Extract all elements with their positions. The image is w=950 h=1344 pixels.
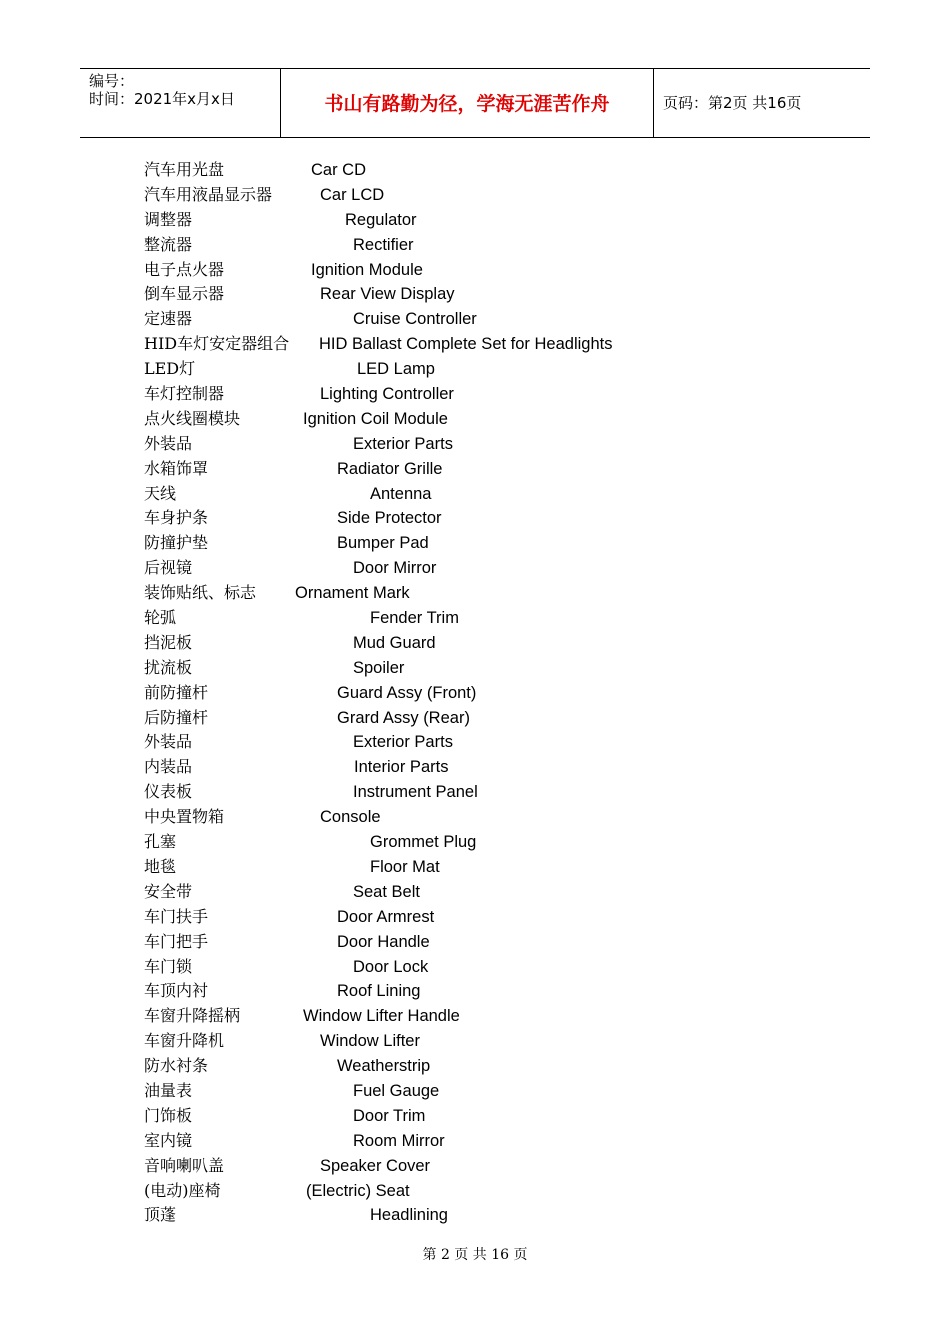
term-english: Floor Mat (370, 857, 440, 876)
list-item (0, 332, 950, 357)
term-chinese: 后防撞杆 (144, 707, 209, 727)
list-item (0, 307, 950, 332)
term-english: Grard Assy (Rear) (337, 708, 470, 727)
term-chinese: 汽车用光盘 (144, 160, 225, 179)
term-english: Guard Assy (Front) (337, 683, 477, 702)
term-english: Headlining (370, 1206, 448, 1225)
term-chinese: 车窗升降机 (144, 1031, 225, 1051)
term-chinese: LED灯 (144, 359, 196, 379)
list-item (0, 1154, 950, 1179)
list-item (0, 581, 950, 606)
list-item (0, 1179, 950, 1204)
list-item (0, 880, 950, 905)
term-english: Antenna (370, 484, 432, 503)
term-chinese: 电子点火器 (144, 259, 225, 279)
list-item (0, 979, 950, 1004)
term-english: Seat Belt (353, 882, 420, 901)
list-item (0, 1104, 950, 1129)
motto: 书山有路勤为径，学海无涯苦作舟 (324, 93, 610, 115)
term-chinese: 仪表板 (144, 782, 193, 802)
list-item (0, 1079, 950, 1104)
list-item (0, 183, 950, 208)
list-item (0, 930, 950, 955)
term-chinese: 点火线圈模块 (144, 408, 241, 428)
term-chinese: (电动)座椅 (144, 1180, 221, 1200)
term-chinese: 车门锁 (144, 956, 193, 976)
list-item (0, 805, 950, 830)
term-english: Cruise Controller (353, 310, 477, 329)
term-english: Ornament Mark (295, 584, 410, 603)
list-item (0, 1203, 950, 1228)
term-english: Car LCD (320, 185, 385, 204)
term-english: Window Lifter (320, 1032, 420, 1051)
term-chinese: 天线 (144, 483, 177, 503)
term-english: Rectifier (353, 235, 414, 254)
list-item (0, 830, 950, 855)
list-item (0, 706, 950, 731)
term-english: LED Lamp (357, 360, 435, 379)
term-english: Side Protector (337, 509, 442, 528)
term-chinese: 孔塞 (144, 832, 177, 852)
term-chinese: 挡泥板 (144, 632, 193, 652)
term-chinese: 防水衬条 (144, 1056, 209, 1076)
term-english: Door Armrest (337, 907, 435, 926)
term-english: Car CD (311, 161, 367, 179)
list-item (0, 407, 950, 432)
term-english: Room Mirror (353, 1131, 445, 1150)
term-english: Door Mirror (353, 559, 437, 578)
term-chinese: 定速器 (144, 309, 193, 329)
term-chinese: 防撞护垫 (144, 533, 209, 553)
term-english: Rear View Display (320, 285, 455, 304)
list-item (0, 780, 950, 805)
term-chinese: 音响喇叭盖 (144, 1155, 225, 1175)
list-item (0, 556, 950, 581)
list-item (0, 855, 950, 880)
term-chinese: 内装品 (144, 757, 193, 777)
term-english: Regulator (345, 210, 417, 229)
list-item (0, 208, 950, 233)
term-chinese: 调整器 (144, 209, 193, 229)
page-info: 页码：第2页 共16页 (663, 94, 802, 112)
term-english: Console (320, 808, 381, 827)
list-item (0, 531, 950, 556)
term-chinese: 地毯 (144, 856, 177, 876)
list-item (0, 1029, 950, 1054)
glossary-list (0, 158, 950, 1228)
term-english: Fuel Gauge (353, 1081, 440, 1100)
term-chinese: 倒车显示器 (144, 284, 225, 304)
list-item (0, 382, 950, 407)
header-table (80, 68, 870, 138)
term-english: Speaker Cover (320, 1156, 431, 1175)
term-chinese: 车灯控制器 (144, 384, 225, 404)
term-chinese: 外装品 (144, 433, 193, 453)
term-chinese: 扰流板 (144, 657, 193, 677)
term-chinese: 装饰贴纸、标志 (144, 583, 257, 603)
term-english: Fender Trim (370, 609, 459, 628)
list-item (0, 282, 950, 307)
list-item (0, 905, 950, 930)
term-chinese: 汽车用液晶显示器 (144, 184, 273, 204)
term-english: Weatherstrip (337, 1057, 431, 1076)
term-chinese: 车门扶手 (144, 906, 209, 926)
number-label: 编号： (89, 72, 135, 90)
term-chinese: 整流器 (144, 234, 193, 254)
list-item (0, 258, 950, 283)
term-chinese: 车窗升降摇柄 (144, 1006, 241, 1026)
term-chinese: 前防撞杆 (144, 682, 209, 702)
term-english: Interior Parts (354, 758, 449, 777)
term-chinese: 外装品 (144, 732, 193, 752)
term-chinese: 车门把手 (144, 931, 209, 951)
list-item (0, 1054, 950, 1079)
page-footer: 第 2 页 共 16 页 (422, 1247, 528, 1263)
term-english: Door Handle (337, 932, 430, 951)
header-center-cell (281, 69, 654, 137)
term-english: Instrument Panel (353, 783, 478, 802)
list-item (0, 606, 950, 631)
term-chinese: 安全带 (144, 881, 193, 901)
term-english: Lighting Controller (320, 385, 454, 404)
term-english: Spoiler (353, 658, 405, 677)
term-chinese: 车身护条 (144, 508, 209, 528)
list-item (0, 955, 950, 980)
term-chinese: 中央置物箱 (144, 807, 225, 827)
time-label: 时间：2021年x月x日 (89, 90, 235, 108)
term-english: HID Ballast Complete Set for Headlights (319, 335, 613, 354)
list-item (0, 755, 950, 780)
term-chinese: 室内镜 (144, 1130, 193, 1150)
term-english: Ignition Module (311, 260, 423, 279)
list-item (0, 506, 950, 531)
list-item (0, 432, 950, 457)
term-english: Exterior Parts (353, 434, 453, 453)
list-item (0, 233, 950, 258)
term-english: Door Lock (353, 957, 429, 976)
list-item (0, 357, 950, 382)
term-chinese: HID车灯安定器组合 (144, 334, 290, 354)
list-item (0, 457, 950, 482)
list-item (0, 158, 950, 183)
term-chinese: 门饰板 (144, 1105, 193, 1125)
term-chinese: 顶蓬 (144, 1205, 177, 1225)
term-chinese: 车顶内衬 (144, 981, 209, 1001)
term-chinese: 轮弧 (144, 608, 177, 628)
header-left-cell (80, 69, 281, 137)
term-english: Door Trim (353, 1106, 426, 1125)
list-item (0, 730, 950, 755)
term-english: (Electric) Seat (306, 1181, 410, 1200)
list-item (0, 1129, 950, 1154)
term-chinese: 后视镜 (144, 558, 193, 578)
header-right-cell (654, 69, 870, 137)
list-item (0, 482, 950, 507)
term-english: Ignition Coil Module (303, 409, 448, 428)
term-english: Bumper Pad (337, 534, 429, 553)
term-english: Mud Guard (353, 633, 436, 652)
term-english: Radiator Grille (337, 459, 443, 478)
term-chinese: 油量表 (144, 1080, 193, 1100)
list-item (0, 656, 950, 681)
term-english: Roof Lining (337, 982, 421, 1001)
list-item (0, 631, 950, 656)
list-item (0, 681, 950, 706)
term-english: Window Lifter Handle (303, 1007, 460, 1026)
term-english: Grommet Plug (370, 833, 477, 852)
term-english: Exterior Parts (353, 733, 453, 752)
list-item (0, 1004, 950, 1029)
term-chinese: 水箱饰罩 (144, 458, 209, 478)
